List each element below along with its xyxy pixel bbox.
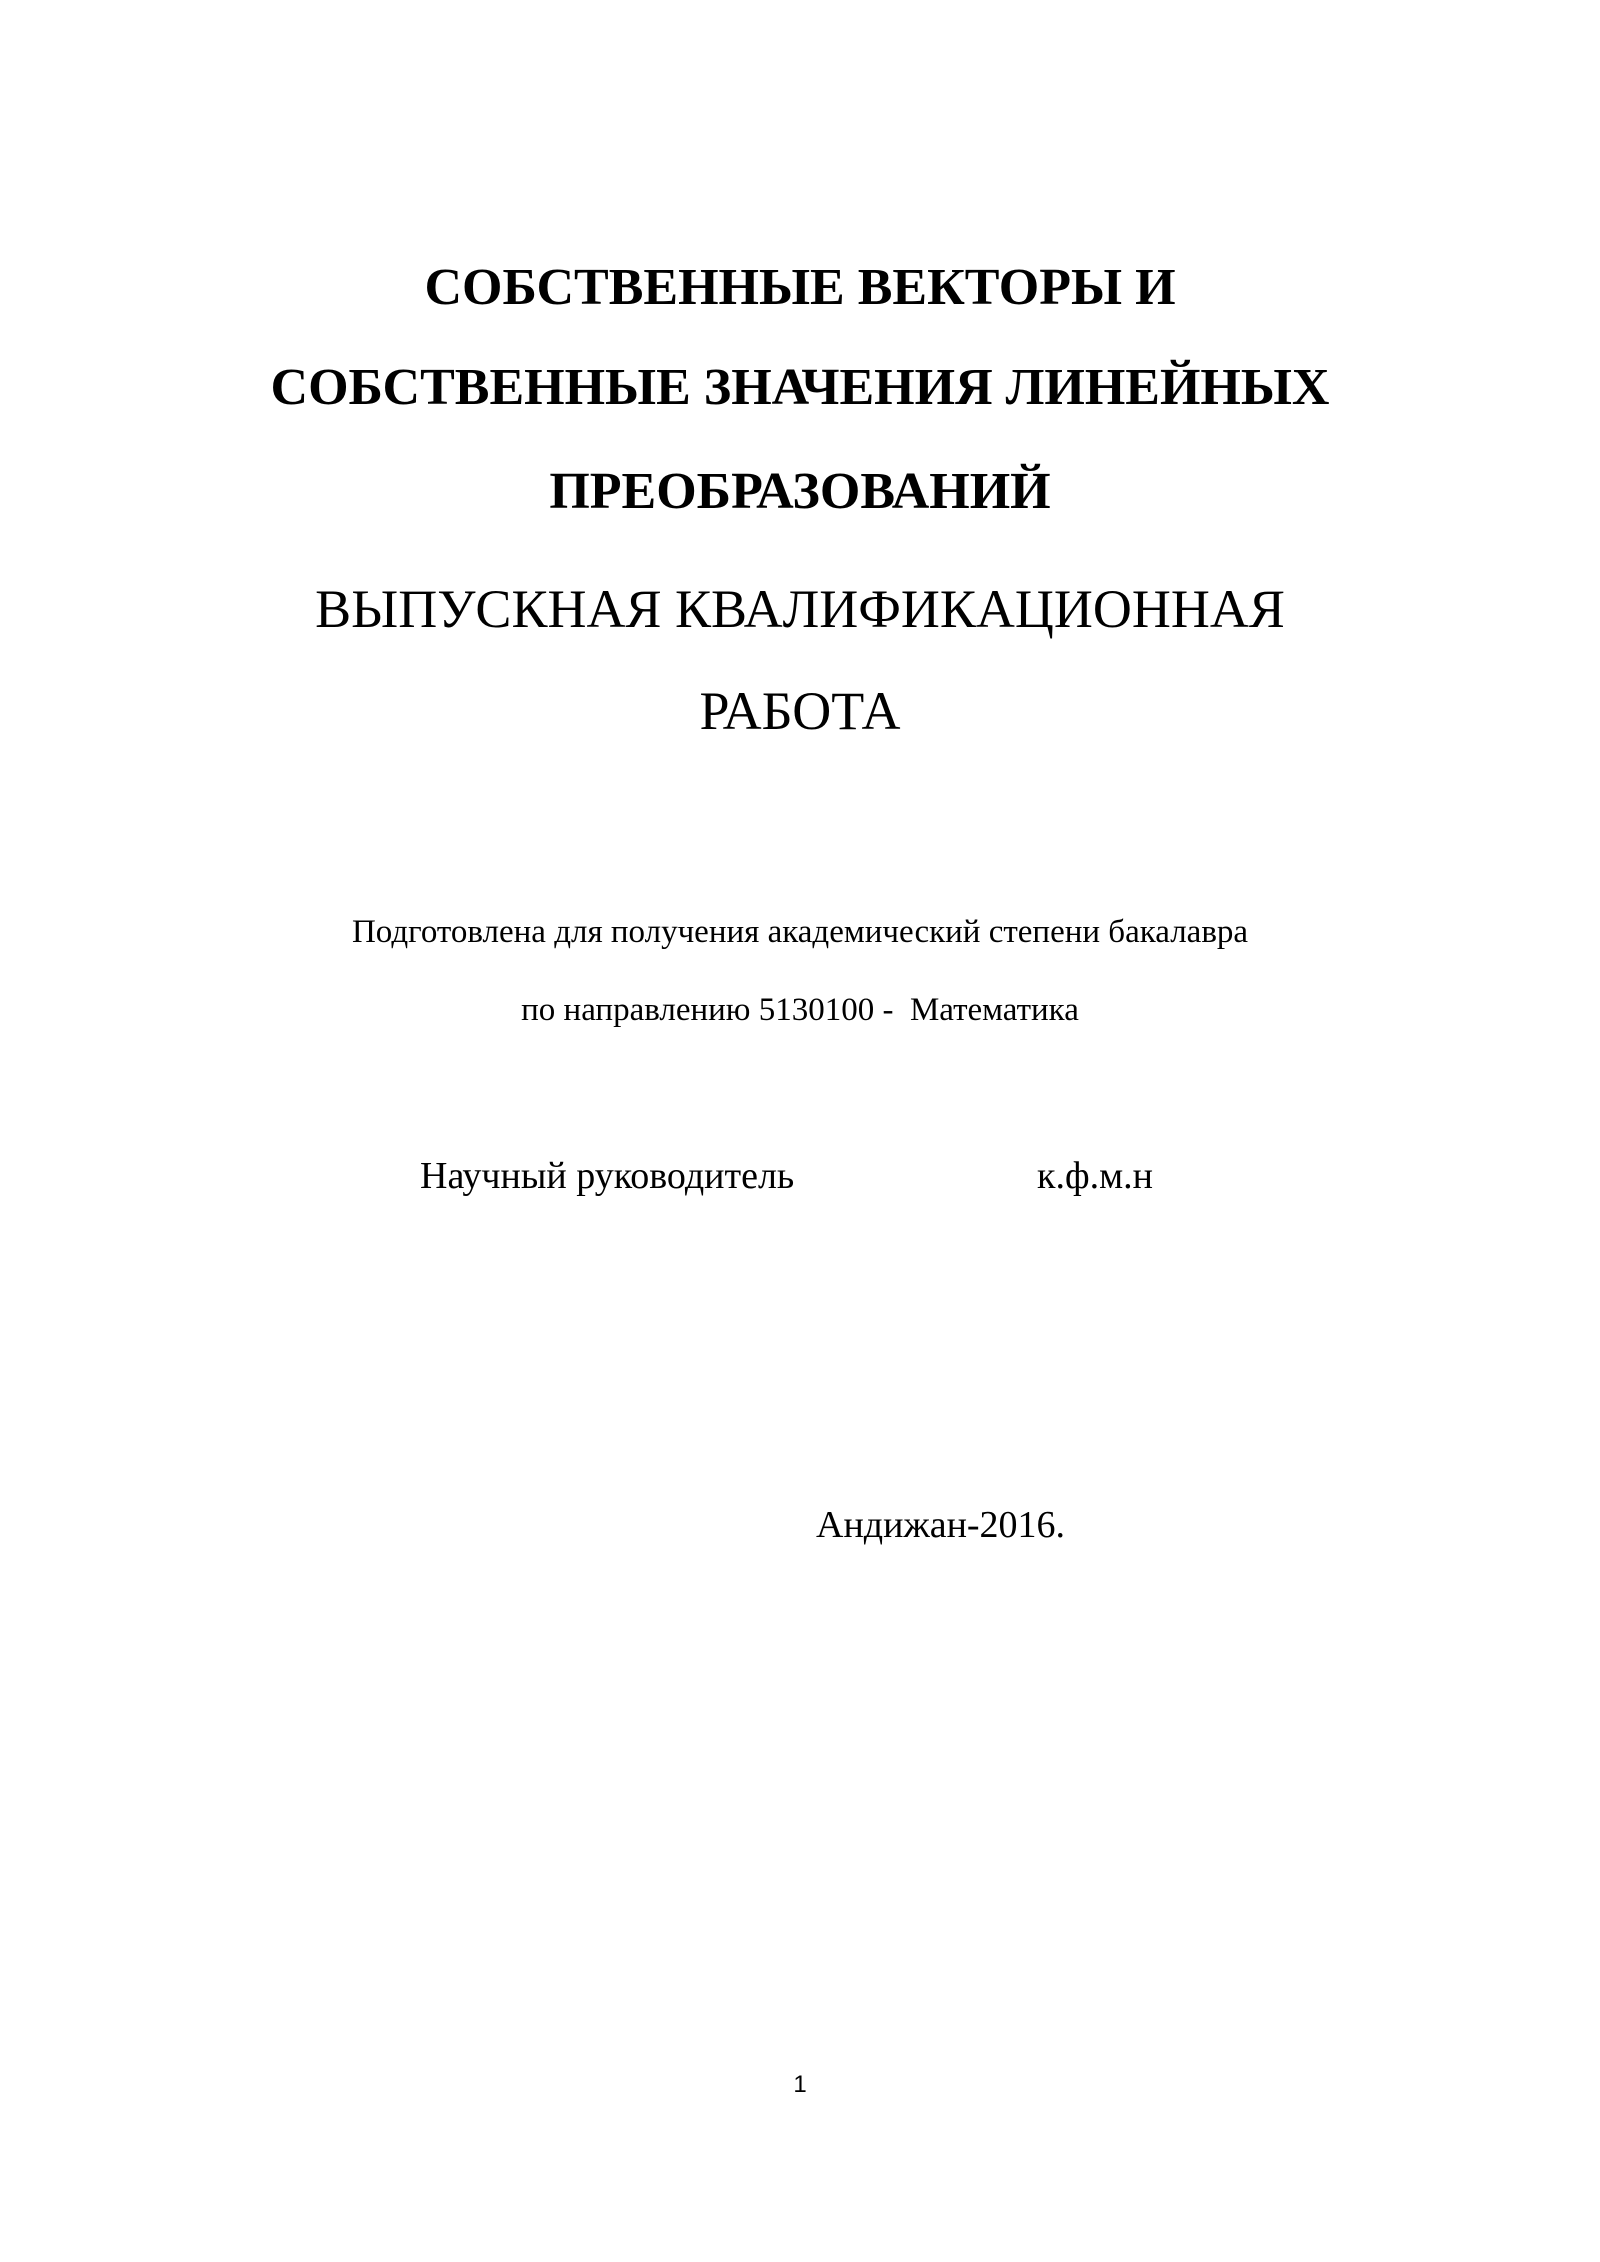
title-line-3: ПРЕОБРАЗОВАНИЙ: [549, 463, 1051, 520]
degree-line-2: по направлению 5130100 - Математика: [521, 992, 1079, 1028]
degree-line-1: Подготовлена для получения академический степени бакалавра: [351, 914, 1249, 950]
title-line-2: СОБСТВЕННЫЕ ЗНАЧЕНИЯ ЛИНЕЙНЫХ: [270, 359, 1330, 416]
place-and-year: Андижан-2016.: [816, 1504, 1066, 1546]
page-number: 1: [793, 2071, 807, 2098]
subtitle-line-2: РАБОТА: [699, 681, 901, 741]
supervisor-degree: к.ф.м.н: [1037, 1155, 1153, 1197]
subtitle-line-1: ВЫПУСКНАЯ КВАЛИФИКАЦИОННАЯ: [315, 579, 1285, 639]
title-line-1: СОБСТВЕННЫЕ ВЕКТОРЫ И: [424, 259, 1176, 316]
supervisor-label: Научный руководитель: [420, 1155, 795, 1197]
